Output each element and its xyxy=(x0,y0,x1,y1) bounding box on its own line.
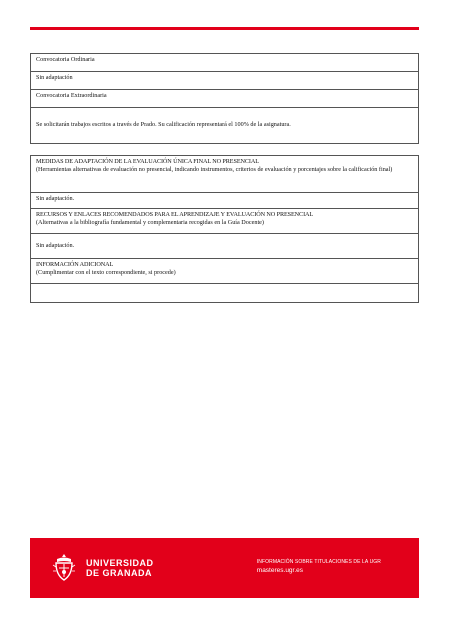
additional-info-subtitle: (Cumplimentar con el texto correspondiente, si procede) xyxy=(36,269,176,277)
resources-title: RECURSOS Y ENLACES RECOMENDADOS PARA EL APRENDIZAJE Y EVALUACIÓN NO PRESENCIAL xyxy=(36,211,314,218)
resources-content: Sin adaptación. xyxy=(31,234,419,259)
masters-info-line: INFORMACIÓN SOBRE TITULACIONES DE LA UGR xyxy=(256,559,381,565)
university-crest-icon xyxy=(52,553,76,581)
additional-info-title: INFORMACIÓN ADICIONAL xyxy=(36,261,114,268)
additional-info-content xyxy=(31,284,419,303)
adaptation-measures-table xyxy=(30,155,419,303)
additional-info-header xyxy=(31,259,419,284)
evaluation-adaptation-subtitle: (Herramientas alternativas de evaluación no presencial, indicando instrumentos, criterios de evaluación y porcentajes sobre la calificación final) xyxy=(36,166,393,174)
exam-calls-table xyxy=(30,53,419,144)
evaluation-adaptation-title: MEDIDAS DE ADAPTACIÓN DE LA EVALUACIÓN ÚNICA FINAL NO PRESENCIAL xyxy=(36,158,259,165)
extraordinary-call-content: Se solicitarán trabajos escritos a través de Prado. Su calificación representará el 100% de la asignatura. xyxy=(31,108,419,144)
evaluation-adaptation-header xyxy=(31,156,419,193)
footer-banner xyxy=(30,538,419,598)
resources-header xyxy=(31,209,419,234)
university-name xyxy=(86,558,154,578)
header-red-bar xyxy=(30,27,419,30)
ordinary-call-content: Sin adaptación xyxy=(31,72,419,90)
extraordinary-call-heading: Convocatoria Extraordinaria xyxy=(31,90,419,108)
university-name-line1: UNIVERSIDAD xyxy=(86,558,154,568)
masters-site-link[interactable]: masteres.ugr.es xyxy=(256,567,304,574)
resources-subtitle: (Alternativas a la bibliografía fundamental y complementaria recogidas en la Guía Docente) xyxy=(36,219,264,227)
university-name-line2: DE GRANADA xyxy=(86,568,153,578)
masters-info xyxy=(257,559,381,574)
evaluation-adaptation-content: Sin adaptación. xyxy=(31,193,419,209)
ordinary-call-heading: Convocatoria Ordinaria xyxy=(31,54,419,72)
